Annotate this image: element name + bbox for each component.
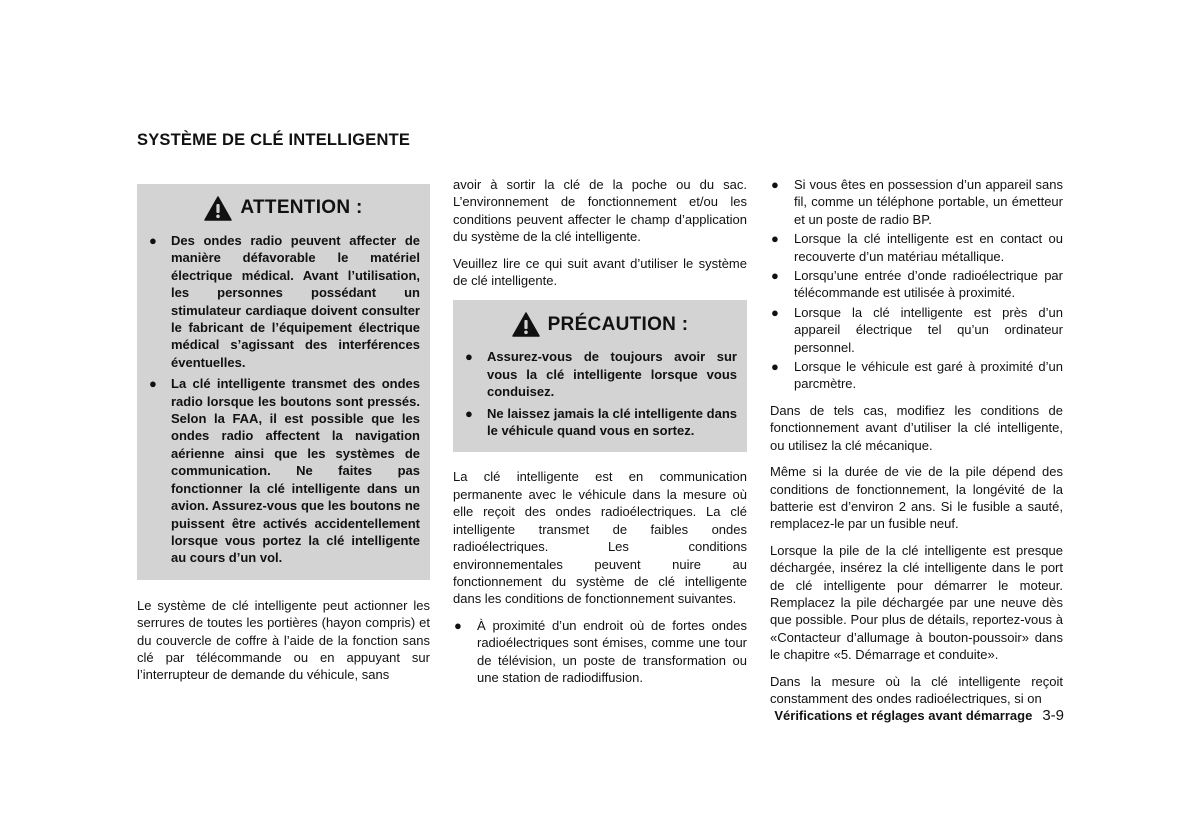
list-item-text: Lorsque le véhicule est garé à proximité d’un parcmètre. xyxy=(794,359,1063,392)
attention-header xyxy=(137,184,430,232)
bullet-icon: ● xyxy=(149,233,157,248)
col3-paragraph-1: Dans de tels cas, modifiez les conditions de fonctionnement avant d’utiliser la clé intelligente, ou utilisez la clé mécanique. xyxy=(770,402,1063,453)
precaution-item xyxy=(463,405,737,440)
col2-paragraph-1: avoir à sortir la clé de la poche ou du sac. L’environnement de fonctionnement et/ou les conditions peuvent affecter le champ d’application du système de la clé intelligente. xyxy=(453,177,747,245)
column-1 xyxy=(137,184,430,693)
precaution-heading: PRÉCAUTION : xyxy=(547,313,689,335)
warning-icon xyxy=(204,196,232,221)
attention-list xyxy=(137,232,430,580)
list-item xyxy=(453,617,747,687)
page-footer xyxy=(774,707,1064,724)
col3-paragraph-2: Même si la durée de vie de la pile dépend des conditions de fonctionnement, la longévité de la batterie est d’environ 2 ans. Si le fusible a sauté, remplacez-le par un fusible neuf. xyxy=(770,464,1063,532)
attention-heading: ATTENTION : xyxy=(240,197,363,219)
list-item xyxy=(770,176,1063,228)
attention-item xyxy=(147,232,420,371)
col3-bullet-list xyxy=(770,176,1063,393)
footer-section-name: Vérifications et réglages avant démarrage xyxy=(774,708,1033,723)
col3-paragraph-4: Dans la mesure où la clé intelligente reçoit constamment des ondes radioélectriques, si on xyxy=(770,673,1063,706)
col1-paragraph: Le système de clé intelligente peut actionner les serrures de toutes les portières (hayon compris) et du couvercle de coffre à l’aide de la fonction sans clé par télécommande ou en appuyant sur l’interrupteur de demande du véhicule, sans xyxy=(137,597,430,683)
list-item xyxy=(770,358,1063,393)
attention-box xyxy=(137,184,430,580)
bullet-icon: ● xyxy=(465,405,473,421)
list-item-text: Lorsque la clé intelligente est en contact ou recouverte d’un matériau métallique. xyxy=(794,231,1063,264)
bullet-icon: ● xyxy=(149,376,157,392)
column-3 xyxy=(770,176,1063,716)
precaution-header xyxy=(453,300,747,348)
bullet-icon: ● xyxy=(465,349,473,365)
precaution-item xyxy=(463,348,737,400)
attention-item-text: Des ondes radio peuvent affecter de manière défavorable le matériel électrique médical. Avant l’utilisation, les personnes possédant un stimulateur cardiaque doivent consulter le fabricant de l’équipement électrique médical s’agissant des interférences éventuelles. xyxy=(171,233,420,370)
warning-icon xyxy=(512,312,540,337)
section-title: SYSTÈME DE CLÉ INTELLIGENTE xyxy=(137,131,411,149)
bullet-icon: ● xyxy=(771,268,779,284)
list-item-text: Si vous êtes en possession d’un appareil sans fil, comme un téléphone portable, un émetteur et un poste de radio BP. xyxy=(794,177,1063,227)
bullet-icon: ● xyxy=(771,231,779,247)
precaution-item-text: Assurez-vous de toujours avoir sur vous la clé intelligente lorsque vous conduisez. xyxy=(487,349,737,400)
column-2 xyxy=(453,176,747,695)
bullet-icon: ● xyxy=(454,617,462,633)
bullet-icon: ● xyxy=(771,359,779,375)
col2-bullet-list xyxy=(453,617,747,687)
list-item xyxy=(770,304,1063,356)
precaution-item-text: Ne laissez jamais la clé intelligente dans le véhicule quand vous en sortez. xyxy=(487,405,737,439)
precaution-list xyxy=(453,348,747,452)
bullet-icon: ● xyxy=(771,177,779,192)
attention-item xyxy=(147,375,420,566)
list-item xyxy=(770,230,1063,265)
list-item-text: Lorsque la clé intelligente est près d’un appareil électrique tel qu’un ordinateur personnel. xyxy=(794,304,1063,355)
bullet-icon: ● xyxy=(771,304,779,320)
page-number: 3-9 xyxy=(1042,707,1064,724)
col2-paragraph-2: Veuillez lire ce qui suit avant d’utiliser le système de clé intelligente. xyxy=(453,255,747,289)
attention-item-text: La clé intelligente transmet des ondes radio lorsque les boutons sont pressés. Selon la FAA, il est possible que les ondes radio affectent la navigation aérienne ainsi que les systèmes de communication. Ne faites pas fonctionner la clé intelligente dans un avion. Assurez-vous que les boutons ne puissent être activés accidentellement lorsque vous portez la clé intelligente au cours d’un vol. xyxy=(171,376,420,566)
list-item-text: Lorsqu’une entrée d’onde radioélectrique par télécommande est utilisée à proximité. xyxy=(794,268,1063,301)
precaution-box xyxy=(453,300,747,452)
list-item xyxy=(770,267,1063,302)
list-item-text: À proximité d’un endroit où de fortes ondes radioélectriques sont émises, comme une tour de télévision, un poste de transformation ou une station de radiodiffusion. xyxy=(477,617,747,685)
col2-paragraph-3: La clé intelligente est en communication permanente avec le véhicule dans la mesure où elle reçoit des ondes radioélectriques. La clé intelligente transmet de faibles ondes radioélectriques. Les conditions environnementales peuvent nuire au fonctionnement du système de clé intelligente dans les conditions de fonctionnement suivantes. xyxy=(453,469,747,607)
col3-paragraph-3: Lorsque la pile de la clé intelligente est presque déchargée, insérez la clé intelligente dans le port de clé intelligente pour démarrer le moteur. Remplacez la pile déchargée par une neuve dès que possible. Pour plus de détails, reportez-vous à «Contacteur d’allumage à bouton-poussoir» dans le chapitre «5. Démarrage et conduite». xyxy=(770,542,1063,663)
